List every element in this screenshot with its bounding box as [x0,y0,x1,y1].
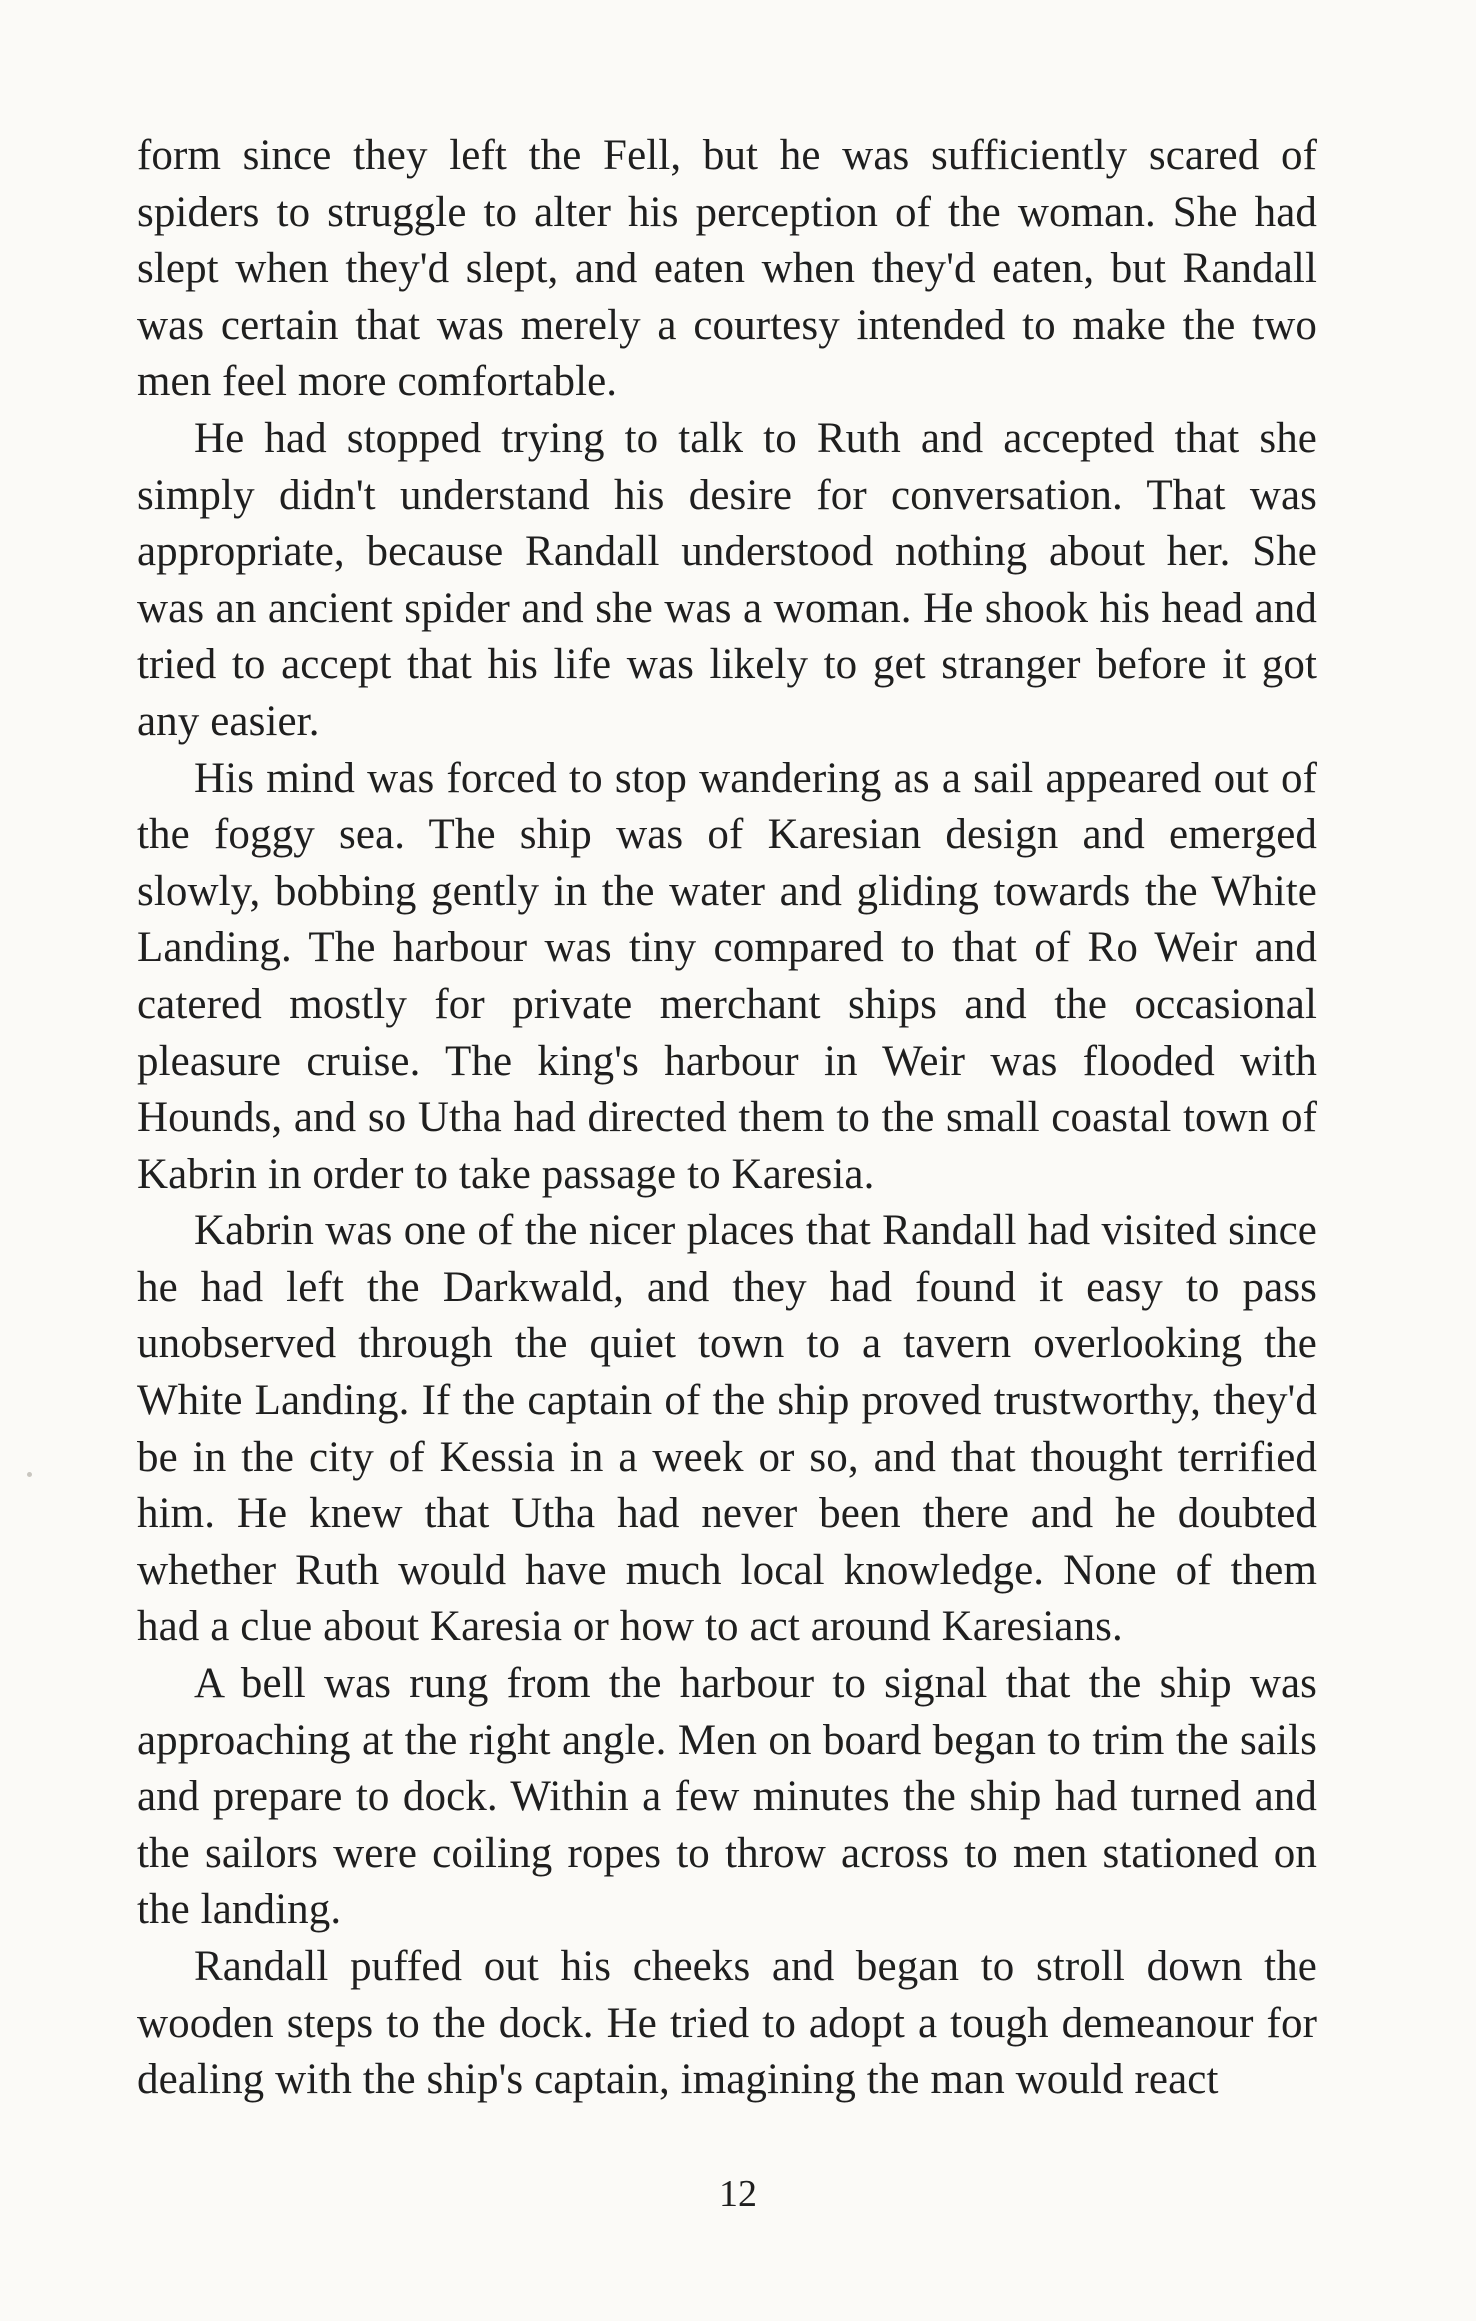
paragraph-5: A bell was rung from the harbour to signal that the ship was approaching at the right angle. Men on board began to trim the sails and prepare to dock. Within a few minutes the ship had turned and the sailors were coiling ropes to throw across to men stationed on the landing. [137,1660,1317,1934]
paper-speck [27,1472,32,1477]
paragraph-4: Kabrin was one of the nicer places that Randall had visited since he had left the Darkwald, and they had found it easy to pass unobserved through the quiet town to a tavern overlooking the White Landing. If the captain of the ship proved trustworthy, they'd be in the city of Kessia in a week or so, and that thought terrified him. He knew that Utha had never been there and he doubted whether Ruth would have much local knowledge. None of them had a clue about Karesia or how to act around Karesians. [137,1207,1317,1651]
page-number: 12 [719,2173,757,2215]
paragraph-3: His mind was forced to stop wandering as a sail appeared out of the foggy sea. The ship was of Karesian design and emerged slowly, bobbing gently in the water and gliding towards the White Landing. The harbour was tiny compared to that of Ro Weir and catered mostly for private merchant ships and the occasional pleasure cruise. The king's harbour in Weir was flooded with Hounds, and so Utha had directed them to the small coastal town of Kabrin in order to take passage to Karesia. [137,754,1317,1198]
paragraph-6: Randall puffed out his cheeks and began to stroll down the wooden steps to the dock. He tried to adopt a tough demeanour for dealing with the ship's captain, imagining the man would react [137,1943,1317,2104]
paragraph-2: He had stopped trying to talk to Ruth and accepted that she simply didn't understand his desire for conversation. That was appropriate, because Randall understood nothing about her. She was an ancient spider and she was a woman. He shook his head and tried to accept that his life was likely to get stranger before it got any easier. [137,414,1317,745]
paragraph-1: form since they left the Fell, but he was sufficiently scared of spiders to struggle to alter his perception of the woman. She had slept when they'd slept, and eaten when they'd eaten, but Randall was certain that was merely a courtesy intended to make the two men feel more comfortable. [137,132,1317,406]
body-text [137,128,1317,2109]
